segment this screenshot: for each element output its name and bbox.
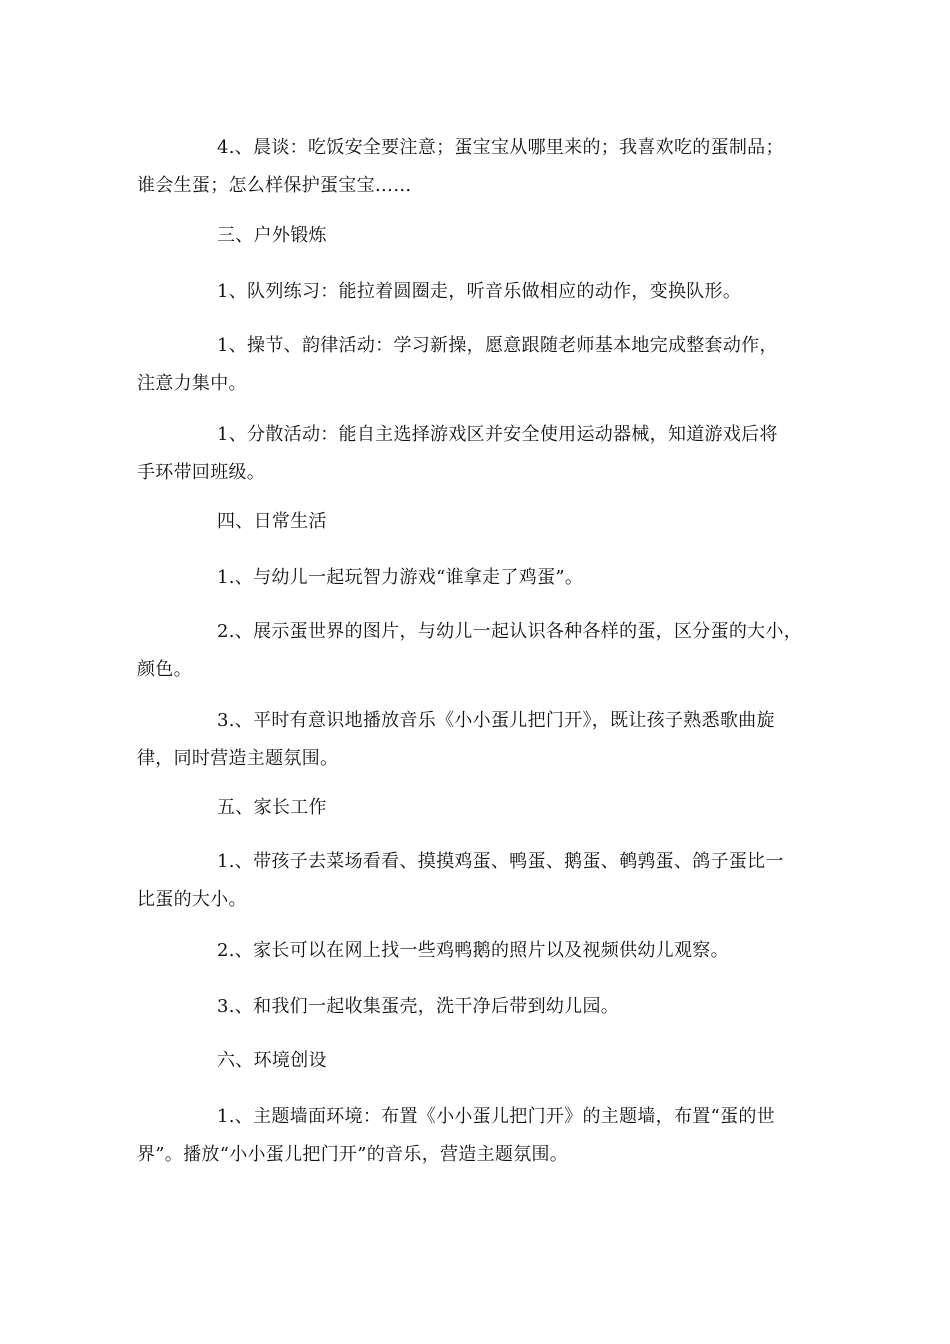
text-line: 3.、平时有意识地播放音乐《小小蛋儿把门开》，既让孩子熟悉歌曲旋 bbox=[217, 710, 775, 731]
paragraph-queue-practice bbox=[137, 273, 827, 311]
section-heading-outdoor-exercise bbox=[137, 217, 827, 255]
text-line: 律，同时营造主题氛围。 bbox=[137, 748, 339, 769]
paragraph-morning-talk bbox=[137, 129, 827, 205]
text-line: 1、操节、韵律活动：学习新操，愿意跟随老师基本地完成整套动作， bbox=[217, 335, 778, 356]
paragraph-collect-shells bbox=[137, 988, 827, 1026]
paragraph-market-visit bbox=[137, 843, 827, 919]
text-line: 2.、展示蛋世界的图片，与幼儿一起认识各种各样的蛋，区分蛋的大小， bbox=[217, 621, 803, 642]
text-line: 1.、主题墙面环境：布置《小小蛋儿把门开》的主题墙，布置“蛋的世 bbox=[217, 1106, 775, 1127]
heading-text: 五、家长工作 bbox=[217, 797, 327, 818]
text-line: 颜色。 bbox=[137, 659, 192, 680]
paragraph-egg-pictures bbox=[137, 613, 827, 689]
heading-text: 六、环境创设 bbox=[217, 1050, 327, 1071]
text-line: 2.、家长可以在网上找一些鸡鸭鹅的照片以及视频供幼儿观察。 bbox=[217, 940, 729, 961]
text-line: 3.、和我们一起收集蛋壳，洗干净后带到幼儿园。 bbox=[217, 996, 620, 1017]
paragraph-online-photos bbox=[137, 932, 827, 970]
paragraph-free-activity bbox=[137, 416, 827, 492]
text-line: 1.、带孩子去菜场看看、摸摸鸡蛋、鸭蛋、鹅蛋、鹌鹑蛋、鸽子蛋比一 bbox=[217, 851, 784, 872]
paragraph-play-music bbox=[137, 702, 827, 778]
heading-text: 三、户外锻炼 bbox=[217, 225, 327, 246]
text-line: 1、队列练习：能拉着圆圈走，听音乐做相应的动作，变换队形。 bbox=[217, 281, 742, 302]
paragraph-rhythm-activity bbox=[137, 327, 827, 403]
text-line: 1.、与幼儿一起玩智力游戏“谁拿走了鸡蛋”。 bbox=[217, 567, 584, 588]
text-line: 界”。播放“小小蛋儿把门开”的音乐，营造主题氛围。 bbox=[137, 1144, 569, 1165]
section-heading-parent-work bbox=[137, 789, 827, 827]
text-line: 1、分散活动：能自主选择游戏区并安全使用运动器械，知道游戏后将 bbox=[217, 424, 778, 445]
paragraph-theme-wall bbox=[137, 1098, 827, 1174]
text-line: 比蛋的大小。 bbox=[137, 889, 247, 910]
text-line: 手环带回班级。 bbox=[137, 462, 266, 483]
heading-text: 四、日常生活 bbox=[217, 511, 327, 532]
text-line: 注意力集中。 bbox=[137, 373, 247, 394]
paragraph-puzzle-game bbox=[137, 559, 827, 597]
text-line: 谁会生蛋；怎么样保护蛋宝宝…… bbox=[137, 175, 412, 196]
text-line: 4.、晨谈：吃饭安全要注意；蛋宝宝从哪里来的；我喜欢吃的蛋制品； bbox=[217, 137, 784, 158]
section-heading-daily-life bbox=[137, 503, 827, 541]
section-heading-environment bbox=[137, 1042, 827, 1080]
